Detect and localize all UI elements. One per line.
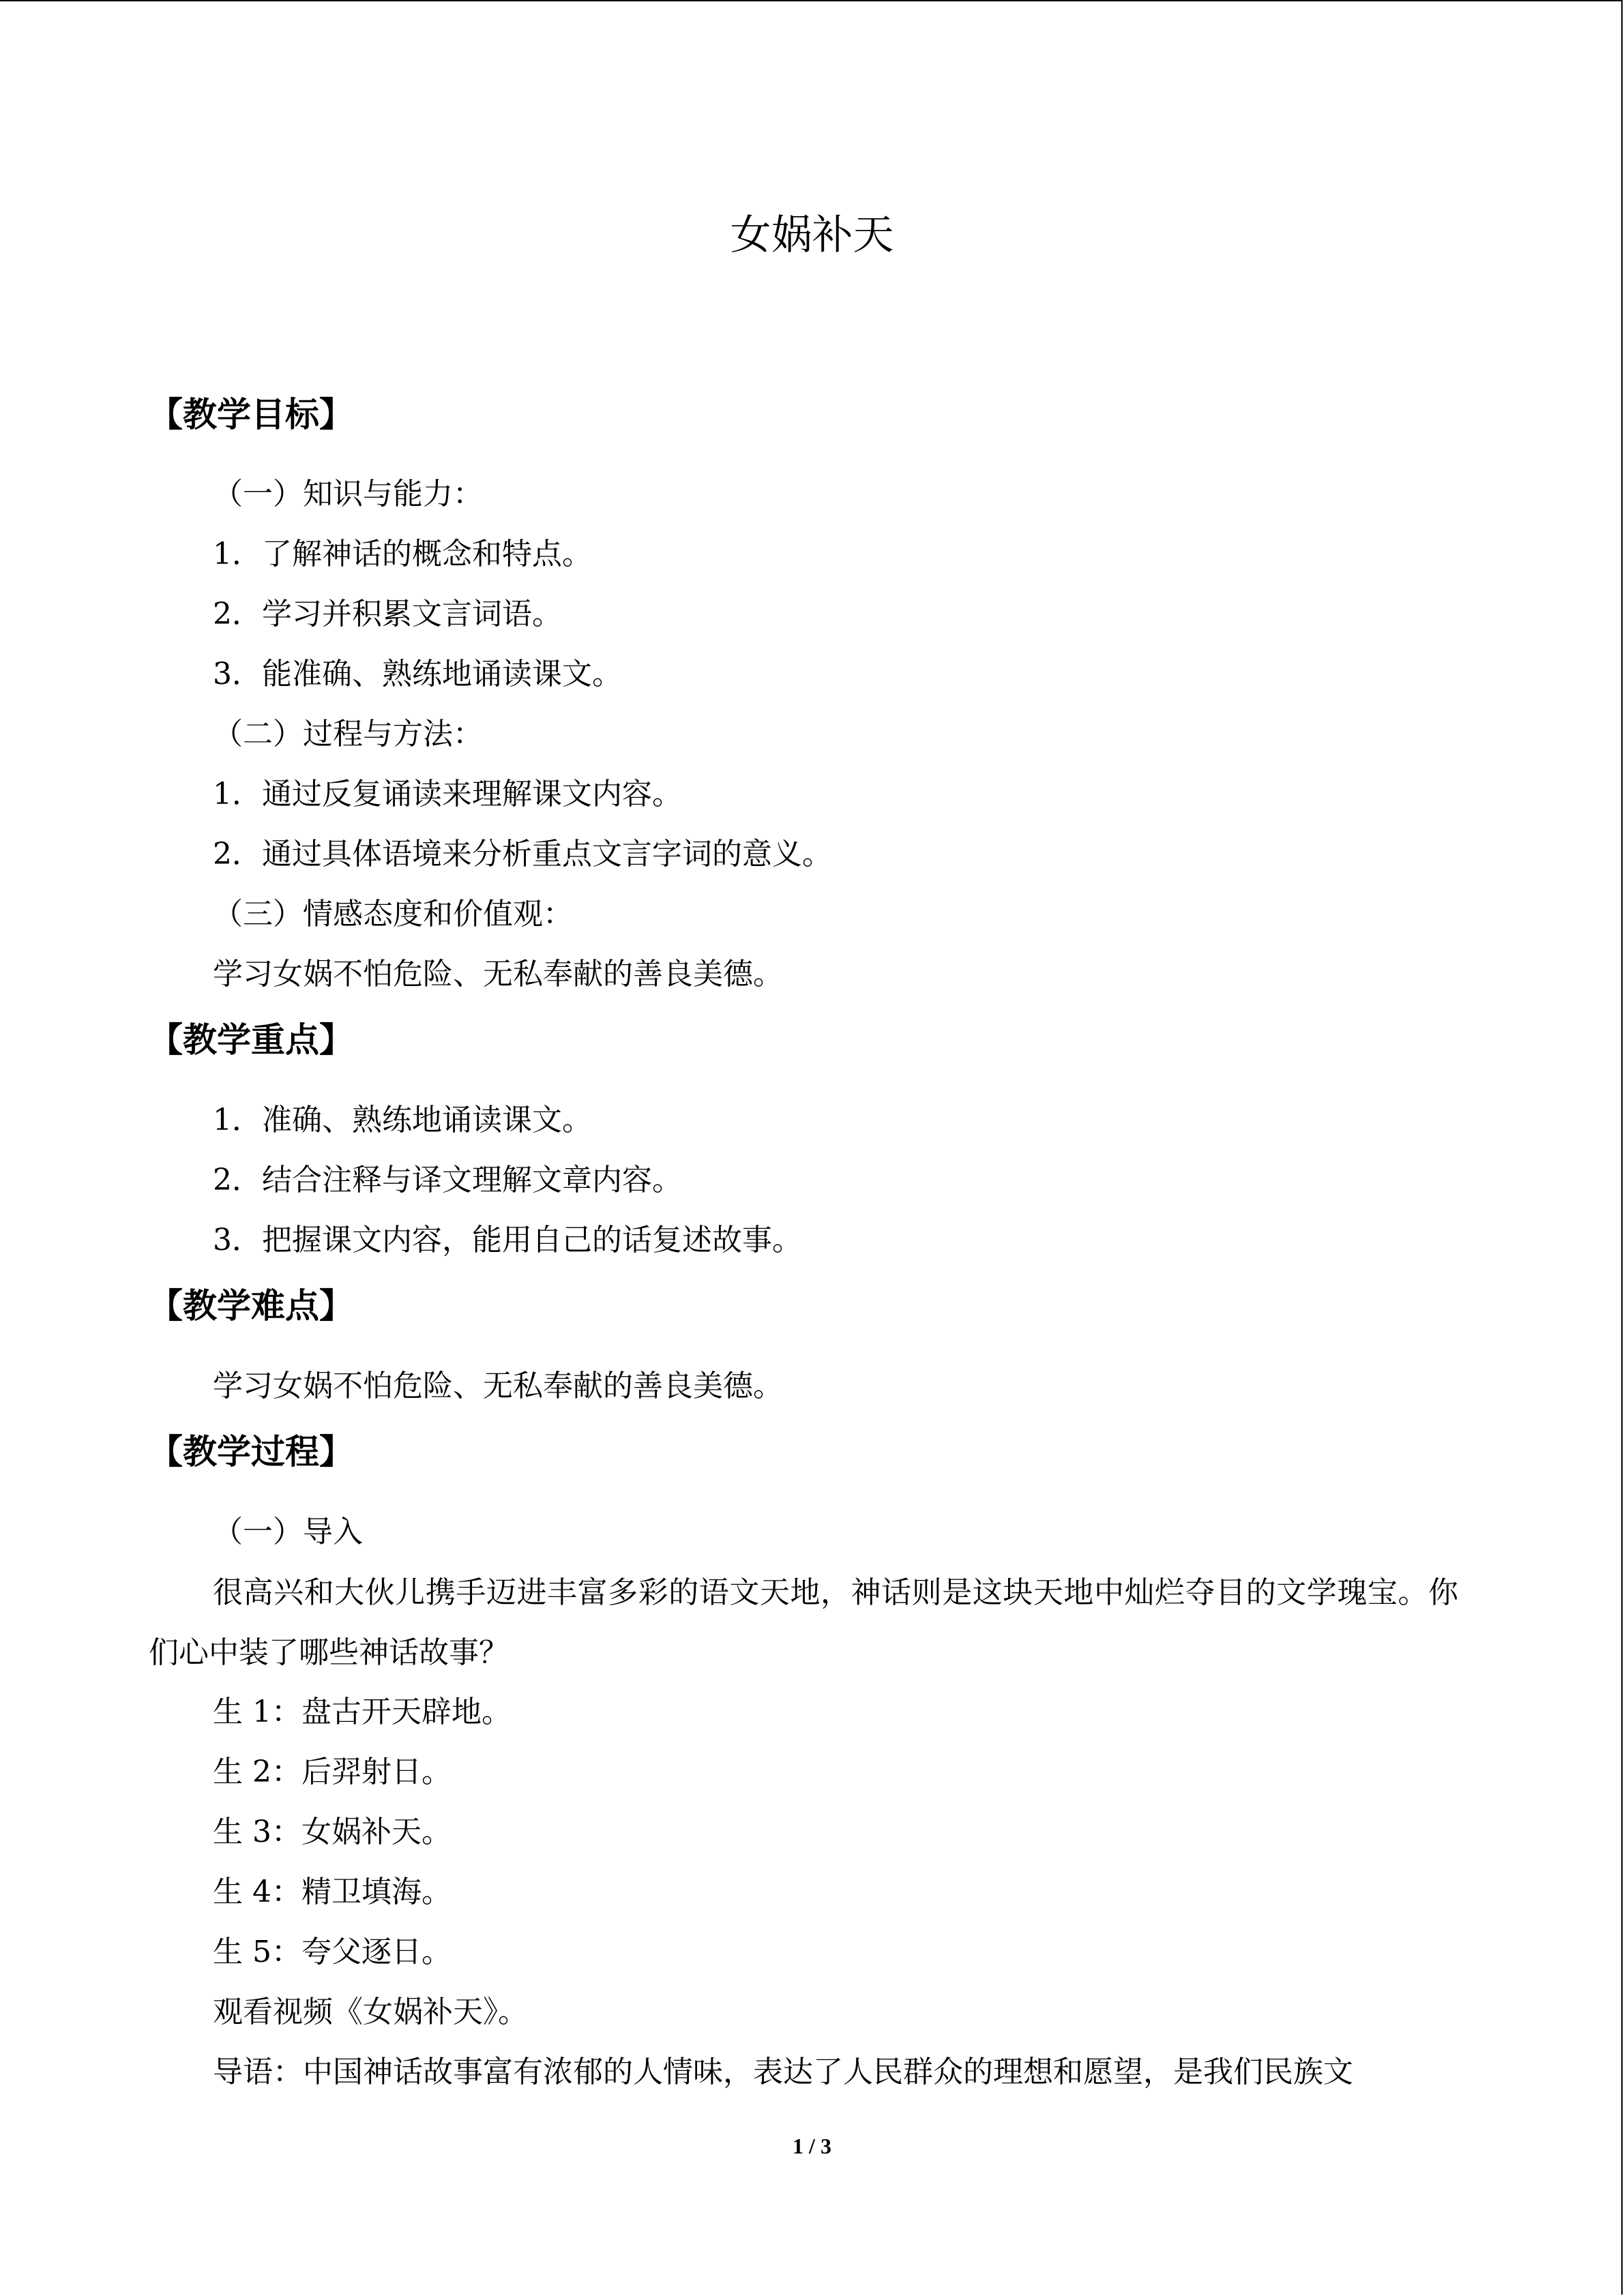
process-intro-paragraph: 很高兴和大伙儿携手迈进丰富多彩的语文天地，神话则是这块天地中灿烂夺目的文学瑰宝。你们心中装了哪些神话故事？ — [149, 1575, 1458, 1670]
page-number: 1 / 3 — [793, 2134, 831, 2158]
student-answer: 生 4：精卫填海。 — [213, 1875, 452, 1909]
section-heading-process: 【教学过程】 — [149, 1431, 353, 1472]
goals-sub2-item: 2．通过具体语境来分析重点文言字词的意义。 — [213, 837, 832, 871]
goals-sub1-item: 1．了解神话的概念和特点。 — [213, 537, 592, 571]
process-sub1: （一）导入 — [213, 1515, 363, 1549]
goals-sub2-item: 1．通过反复诵读来理解课文内容。 — [213, 777, 682, 811]
key-point-item: 3．把握课文内容，能用自己的话复述故事。 — [213, 1223, 802, 1257]
student-answer: 生 3：女娲补天。 — [213, 1815, 452, 1849]
key-point-item: 1．准确、熟练地诵读课文。 — [213, 1103, 592, 1137]
page-title: 女娲补天 — [730, 211, 894, 259]
student-answer: 生 5：夸父逐日。 — [213, 1935, 452, 1969]
section-heading-goals: 【教学目标】 — [149, 394, 353, 434]
goals-sub2: （二）过程与方法： — [213, 717, 483, 751]
student-answer: 生 1：盘古开天辟地。 — [213, 1695, 512, 1729]
goals-sub3: （三）情感态度和价值观： — [213, 897, 573, 931]
video-line: 观看视频《女娲补天》。 — [213, 1995, 528, 2029]
difficulties-text: 学习女娲不怕危险、无私奉献的善良美德。 — [213, 1369, 783, 1403]
section-heading-difficulties: 【教学难点】 — [149, 1285, 353, 1326]
section-heading-key-points: 【教学重点】 — [149, 1019, 353, 1060]
key-point-item: 2．结合注释与译文理解文章内容。 — [213, 1163, 682, 1197]
goals-sub3-text: 学习女娲不怕危险、无私奉献的善良美德。 — [213, 957, 783, 992]
goals-sub1: （一）知识与能力： — [213, 477, 483, 511]
goals-sub1-item: 3．能准确、熟练地诵读课文。 — [213, 657, 622, 691]
guide-line: 导语：中国神话故事富有浓郁的人情味，表达了人民群众的理想和愿望，是我们民族文 — [213, 2055, 1353, 2089]
goals-sub1-item: 2．学习并积累文言词语。 — [213, 597, 562, 631]
student-answer: 生 2：后羿射日。 — [213, 1755, 452, 1789]
